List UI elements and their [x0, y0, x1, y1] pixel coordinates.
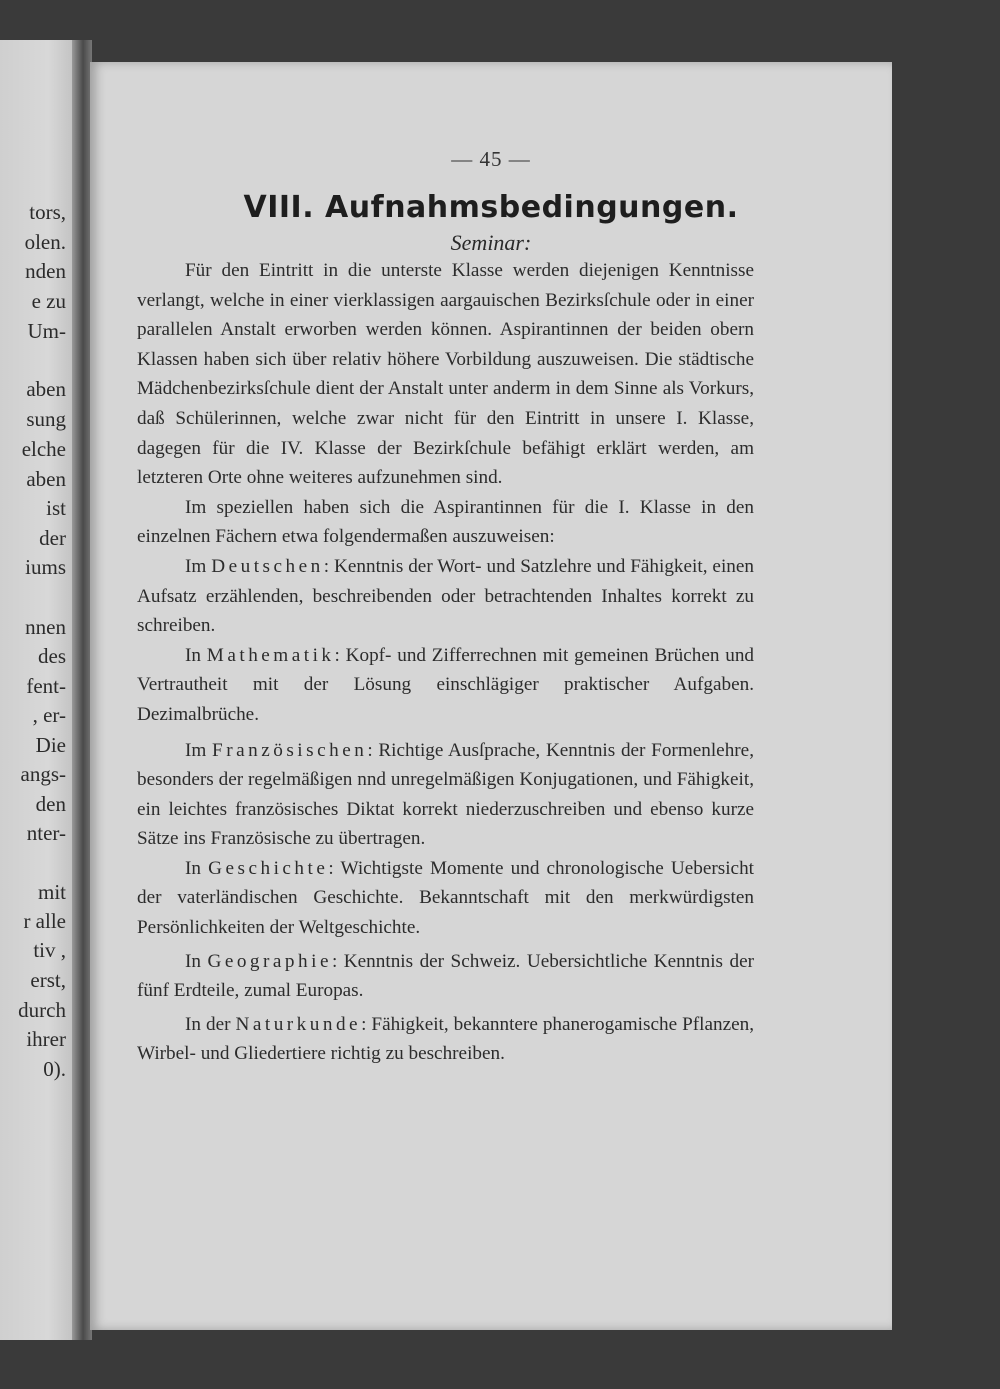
left-page-line: ihrer [26, 1027, 66, 1051]
subject-prefix: In [185, 857, 209, 879]
paragraph-geschichte [137, 854, 754, 943]
body-text [137, 256, 754, 1069]
left-page-line: angs- [20, 762, 66, 786]
left-page-line: ist [46, 496, 66, 520]
left-page-fragment [0, 40, 80, 1340]
subject-prefix: In der [185, 1013, 236, 1035]
left-page-line: tors, [29, 200, 66, 224]
section-title: VIII. Aufnahmsbedingungen. [243, 190, 739, 225]
subject-name: Geschichte [208, 857, 329, 879]
left-page-line: nden [25, 259, 66, 283]
page-number: — 45 — [451, 147, 531, 171]
subject-name: Geographie [207, 950, 332, 972]
paragraph-mathematik [137, 641, 754, 730]
left-page-line: fent- [26, 674, 66, 698]
left-page-line: Die [35, 733, 66, 757]
left-page-line: aben [26, 377, 66, 401]
section-subtitle: Seminar: [450, 230, 532, 255]
left-page-line: sung [26, 407, 66, 431]
left-page-line: iums [25, 555, 66, 579]
subject-prefix: Im [185, 555, 212, 577]
left-page-line: tiv , [33, 938, 66, 962]
left-page-line: 0). [43, 1057, 66, 1081]
paragraph-intro: Für den Eintritt in die unterste Klasse werden diejenigen Kenntnisse verlangt, welche in einer vierklassigen aargauischen Bezirksſchule oder in einer parallelen Anstalt erworben werden können. Aspirantinnen der beiden obern Klassen haben sich über relativ höhere Vorbildung auszuweisen. Die städtische Mädchenbezirksſchule dient der Anstalt unter anderm in dem Sinne als Vorkurs, daß Schülerinnen, welche zwar nicht für den Eintritt in unsere I. Klasse, dagegen für die IV. Klasse der Bezirkſchule befähigt erklärt werden, am letzteren Orte ohne weiteres aufzunehmen sind. [137, 260, 754, 489]
subject-text: : Kopf- und Zifferrechnen mit gemeinen Brüchen und Vertrautheit mit der Lösung einschlägiger praktischer Aufgaben. Dezimalbrüche. [137, 644, 755, 725]
left-page-line: elche [21, 437, 66, 461]
document-page [90, 62, 892, 1330]
left-page-line: nnen [25, 615, 66, 639]
paragraph-requirements: Im speziellen haben sich die Aspirantinnen für die I. Klasse in den einzelnen Fächern etwa folgendermaßen auszuweisen: [137, 496, 754, 548]
subject-text: : Richtige Ausſprache, Kenntnis der Formenlehre, besonders der regelmäßigen nnd unregelmäßigen Konjugationen, und Fähigkeit, ein leichtes französisches Diktat korrekt niederzuschreiben und ebenso kurze Sätze ins Französische zu übertragen. [137, 739, 754, 850]
book-gutter [72, 40, 92, 1340]
left-page-line: Um- [27, 319, 66, 343]
left-page-line: aben [26, 467, 66, 491]
left-page-line: erst, [30, 968, 66, 992]
left-page-line: mit [37, 880, 66, 904]
subject-name: Französischen [212, 739, 368, 761]
paragraph-geographie [137, 947, 754, 1006]
left-page-line: , er- [32, 703, 66, 727]
subject-text: : Kenntnis der Schweiz. Uebersichtliche Kenntnis der fünf Erdteile, zumal Europas. [137, 950, 754, 1002]
left-page-line: des [38, 644, 66, 668]
left-page-line: den [35, 792, 66, 816]
left-page-line: durch [18, 998, 66, 1022]
left-page-line: nter- [26, 821, 66, 845]
subject-name: Mathematik [206, 644, 335, 666]
subject-name: Naturkunde [235, 1013, 362, 1035]
subject-prefix: In [185, 950, 208, 972]
paragraph-franzoesisch [137, 736, 754, 854]
paragraph-deutsch [137, 552, 754, 641]
subject-prefix: Im [185, 739, 213, 761]
paragraph-naturkunde [137, 1010, 754, 1069]
subject-prefix: In [185, 644, 207, 666]
left-page-line: olen. [24, 230, 66, 254]
subject-text: : Fähigkeit, bekanntere phanerogamische Pflanzen, Wirbel- und Gliedertiere richtig zu beschreiben. [137, 1013, 755, 1065]
left-page-line: e zu [31, 289, 66, 313]
left-page-line: der [39, 526, 66, 550]
left-page-line: r alle [23, 909, 66, 933]
subject-text: : Wichtigste Momente und chronologische Uebersicht der vaterländischen Geschichte. Bekanntschaft mit den merkwürdigsten Persönlichkeiten der Weltgeschichte. [137, 857, 755, 939]
subject-name: Deutschen [211, 555, 324, 577]
subject-text: : Kenntnis der Wort- und Satzlehre und Fähigkeit, einen Aufsatz erzählenden, beschreibenden oder betrachtenden Inhaltes korrekt zu schreiben. [137, 555, 754, 637]
